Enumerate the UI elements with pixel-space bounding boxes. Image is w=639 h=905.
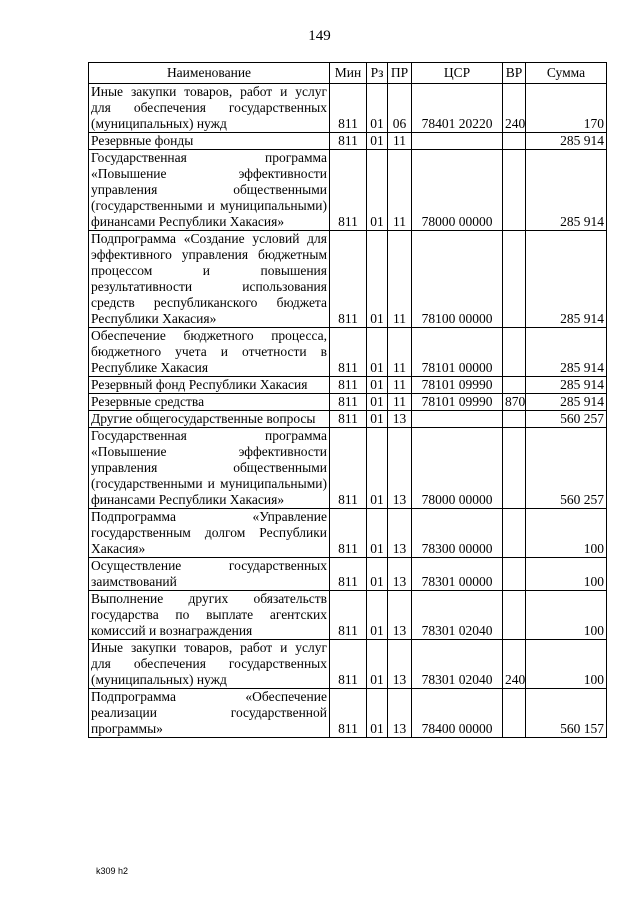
table-row — [89, 689, 607, 738]
cell-pr: 11 — [388, 150, 412, 231]
cell-sum: 100 — [526, 509, 607, 558]
cell-csr: 78401 20220 — [412, 84, 503, 133]
cell-vr — [503, 509, 526, 558]
cell-sum: 170 — [526, 84, 607, 133]
cell-sum: 100 — [526, 591, 607, 640]
cell-sum: 285 914 — [526, 377, 607, 394]
table-row — [89, 377, 607, 394]
cell-csr — [412, 133, 503, 150]
cell-rz: 01 — [367, 591, 388, 640]
cell-rz: 01 — [367, 394, 388, 411]
cell-csr — [412, 411, 503, 428]
table-row — [89, 84, 607, 133]
cell-rz: 01 — [367, 689, 388, 738]
cell-pr: 11 — [388, 133, 412, 150]
cell-pr: 13 — [388, 640, 412, 689]
cell-name: Иные закупки товаров, работ и услуг для обеспечения государственных (муниципальных) нужд — [89, 84, 330, 133]
cell-name: Иные закупки товаров, работ и услуг для обеспечения государственных (муниципальных) нужд — [89, 640, 330, 689]
cell-name: Выполнение других обязательств государства по выплате агентских комиссий и вознаграждения — [89, 591, 330, 640]
cell-rz: 01 — [367, 231, 388, 328]
cell-min: 811 — [330, 558, 367, 591]
cell-pr: 11 — [388, 394, 412, 411]
cell-min: 811 — [330, 150, 367, 231]
cell-min: 811 — [330, 640, 367, 689]
cell-vr — [503, 428, 526, 509]
cell-vr — [503, 328, 526, 377]
cell-csr: 78101 09990 — [412, 394, 503, 411]
cell-rz: 01 — [367, 509, 388, 558]
cell-pr: 11 — [388, 377, 412, 394]
cell-rz: 01 — [367, 558, 388, 591]
table-header-row — [89, 63, 607, 84]
cell-name: Осуществление государственных заимствований — [89, 558, 330, 591]
header-csr: ЦСР — [412, 63, 503, 84]
cell-sum: 560 257 — [526, 428, 607, 509]
cell-pr: 13 — [388, 591, 412, 640]
cell-csr: 78301 02040 — [412, 640, 503, 689]
cell-rz: 01 — [367, 428, 388, 509]
cell-rz: 01 — [367, 150, 388, 231]
cell-csr: 78101 09990 — [412, 377, 503, 394]
table-row — [89, 133, 607, 150]
cell-rz: 01 — [367, 377, 388, 394]
table-row — [89, 411, 607, 428]
cell-min: 811 — [330, 509, 367, 558]
cell-csr: 78400 00000 — [412, 689, 503, 738]
cell-rz: 01 — [367, 640, 388, 689]
cell-min: 811 — [330, 689, 367, 738]
header-name: Наименование — [89, 63, 330, 84]
cell-rz: 01 — [367, 133, 388, 150]
cell-rz: 01 — [367, 328, 388, 377]
cell-sum: 560 257 — [526, 411, 607, 428]
cell-vr — [503, 689, 526, 738]
cell-min: 811 — [330, 394, 367, 411]
cell-name: Подпрограмма «Обеспечение реализации государственной программы» — [89, 689, 330, 738]
cell-csr: 78000 00000 — [412, 150, 503, 231]
cell-pr: 13 — [388, 411, 412, 428]
cell-min: 811 — [330, 84, 367, 133]
cell-name: Другие общегосударственные вопросы — [89, 411, 330, 428]
cell-min: 811 — [330, 377, 367, 394]
cell-min: 811 — [330, 428, 367, 509]
cell-csr: 78301 02040 — [412, 591, 503, 640]
cell-min: 811 — [330, 591, 367, 640]
cell-sum: 285 914 — [526, 394, 607, 411]
cell-min: 811 — [330, 411, 367, 428]
budget-table — [88, 62, 607, 738]
cell-name: Государственная программа «Повышение эффективности управления общественными (государственными и муниципальными) финансами Республики Хакасия» — [89, 428, 330, 509]
table-row — [89, 328, 607, 377]
cell-rz: 01 — [367, 411, 388, 428]
table-row — [89, 428, 607, 509]
cell-csr: 78301 00000 — [412, 558, 503, 591]
header-vr: ВР — [503, 63, 526, 84]
cell-csr: 78000 00000 — [412, 428, 503, 509]
cell-pr: 13 — [388, 428, 412, 509]
header-rz: Рз — [367, 63, 388, 84]
cell-csr: 78101 00000 — [412, 328, 503, 377]
header-sum: Сумма — [526, 63, 607, 84]
header-min: Мин — [330, 63, 367, 84]
cell-vr — [503, 558, 526, 591]
page-number: 149 — [308, 28, 331, 44]
cell-pr: 06 — [388, 84, 412, 133]
cell-sum: 285 914 — [526, 150, 607, 231]
cell-min: 811 — [330, 328, 367, 377]
footer-code: k309 h2 — [96, 866, 129, 876]
cell-pr: 13 — [388, 689, 412, 738]
cell-csr: 78100 00000 — [412, 231, 503, 328]
cell-sum: 560 157 — [526, 689, 607, 738]
cell-sum: 285 914 — [526, 231, 607, 328]
table-row — [89, 509, 607, 558]
cell-name: Подпрограмма «Управление государственным долгом Республики Хакасия» — [89, 509, 330, 558]
cell-pr: 11 — [388, 231, 412, 328]
cell-rz: 01 — [367, 84, 388, 133]
cell-name: Резервные средства — [89, 394, 330, 411]
cell-name: Резервный фонд Республики Хакасия — [89, 377, 330, 394]
cell-pr: 11 — [388, 328, 412, 377]
cell-vr — [503, 133, 526, 150]
cell-vr — [503, 377, 526, 394]
cell-vr — [503, 591, 526, 640]
cell-vr — [503, 231, 526, 328]
cell-pr: 13 — [388, 558, 412, 591]
cell-vr: 870 — [503, 394, 526, 411]
cell-name: Обеспечение бюджетного процесса, бюджетного учета и отчетности в Республике Хакасия — [89, 328, 330, 377]
table-row — [89, 231, 607, 328]
table-row — [89, 591, 607, 640]
cell-csr: 78300 00000 — [412, 509, 503, 558]
cell-name: Государственная программа «Повышение эффективности управления общественными (государственными и муниципальными) финансами Республики Хакасия» — [89, 150, 330, 231]
cell-vr — [503, 411, 526, 428]
table-row — [89, 394, 607, 411]
cell-sum: 285 914 — [526, 133, 607, 150]
cell-name: Резервные фонды — [89, 133, 330, 150]
table-row — [89, 558, 607, 591]
cell-sum: 100 — [526, 558, 607, 591]
table-row — [89, 150, 607, 231]
cell-min: 811 — [330, 133, 367, 150]
cell-pr: 13 — [388, 509, 412, 558]
cell-vr — [503, 150, 526, 231]
cell-vr: 240 — [503, 84, 526, 133]
header-pr: ПР — [388, 63, 412, 84]
cell-vr: 240 — [503, 640, 526, 689]
cell-sum: 100 — [526, 640, 607, 689]
cell-sum: 285 914 — [526, 328, 607, 377]
cell-min: 811 — [330, 231, 367, 328]
cell-name: Подпрограмма «Создание условий для эффективного управления бюджетным процессом и повышения результативности использования средств республиканского бюджета Республики Хакасия» — [89, 231, 330, 328]
table-row — [89, 640, 607, 689]
